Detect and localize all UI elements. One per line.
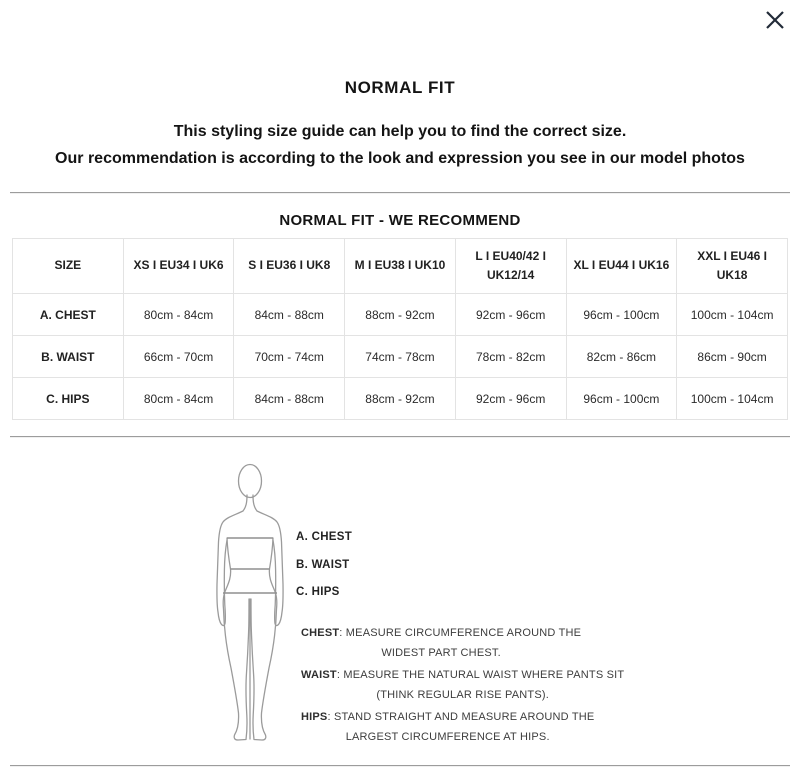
table-header-row <box>13 239 788 294</box>
column-header-xs: XS I EU34 I UK6 <box>123 239 234 294</box>
instruction-chest: CHEST: MEASURE CIRCUMFERENCE AROUND THE WIDEST PART CHEST. <box>301 627 582 659</box>
column-header-m: M I EU38 I UK10 <box>345 239 456 294</box>
cell-waist-m: 74cm - 78cm <box>345 336 456 378</box>
cell-hips-xl: 96cm - 100cm <box>566 378 677 420</box>
close-icon <box>764 9 786 31</box>
column-header-s: S I EU36 I UK8 <box>234 239 345 294</box>
cell-chest-xl: 96cm - 100cm <box>566 294 677 336</box>
table-row-waist <box>13 336 788 378</box>
row-label-waist: B. WAIST <box>13 336 124 378</box>
cell-chest-xxl: 100cm - 104cm <box>677 294 788 336</box>
divider <box>10 436 790 437</box>
divider <box>10 765 790 766</box>
size-table-container <box>12 238 788 420</box>
modal-description <box>0 118 800 172</box>
column-header-size: SIZE <box>13 239 124 294</box>
table-row-chest <box>13 294 788 336</box>
column-header-xxl: XXL I EU46 I UK18 <box>677 239 788 294</box>
cell-chest-s: 84cm - 88cm <box>234 294 345 336</box>
cell-hips-s: 84cm - 88cm <box>234 378 345 420</box>
page-title: NORMAL FIT <box>344 78 456 97</box>
cell-hips-m: 88cm - 92cm <box>345 378 456 420</box>
instruction-waist: WAIST: MEASURE THE NATURAL WAIST WHERE PANTS SIT (THINK REGULAR RISE PANTS). <box>301 669 625 701</box>
cell-waist-s: 70cm - 74cm <box>234 336 345 378</box>
cell-waist-xxl: 86cm - 90cm <box>677 336 788 378</box>
figure-label-waist: B. WAIST <box>296 559 350 571</box>
row-label-chest: A. CHEST <box>13 294 124 336</box>
figure-label-hips: C. HIPS <box>296 586 340 598</box>
instruction-hips: HIPS: STAND STRAIGHT AND MEASURE AROUND THE LARGEST CIRCUMFERENCE AT HIPS. <box>301 711 595 743</box>
divider <box>10 192 790 193</box>
body-figure-illustration <box>202 458 298 750</box>
cell-chest-l: 92cm - 96cm <box>455 294 566 336</box>
row-label-hips: C. HIPS <box>13 378 124 420</box>
recommend-section-title: NORMAL FIT - WE RECOMMEND <box>279 212 521 229</box>
close-button[interactable] <box>763 8 787 32</box>
cell-hips-xs: 80cm - 84cm <box>123 378 234 420</box>
cell-hips-xxl: 100cm - 104cm <box>677 378 788 420</box>
cell-chest-m: 88cm - 92cm <box>345 294 456 336</box>
column-header-l: L I EU40/42 I UK12/14 <box>455 239 566 294</box>
cell-hips-l: 92cm - 96cm <box>455 378 566 420</box>
table-row-hips <box>13 378 788 420</box>
description-line-1: This styling size guide can help you to find the correct size. <box>173 123 627 140</box>
cell-waist-xs: 66cm - 70cm <box>123 336 234 378</box>
cell-waist-l: 78cm - 82cm <box>455 336 566 378</box>
figure-label-chest: A. CHEST <box>296 531 353 543</box>
cell-waist-xl: 82cm - 86cm <box>566 336 677 378</box>
size-table <box>12 238 788 420</box>
column-header-xl: XL I EU44 I UK16 <box>566 239 677 294</box>
measurement-instructions <box>301 623 624 749</box>
description-line-2: Our recommendation is according to the look and expression you see in our model photos <box>55 150 745 167</box>
cell-chest-xs: 80cm - 84cm <box>123 294 234 336</box>
